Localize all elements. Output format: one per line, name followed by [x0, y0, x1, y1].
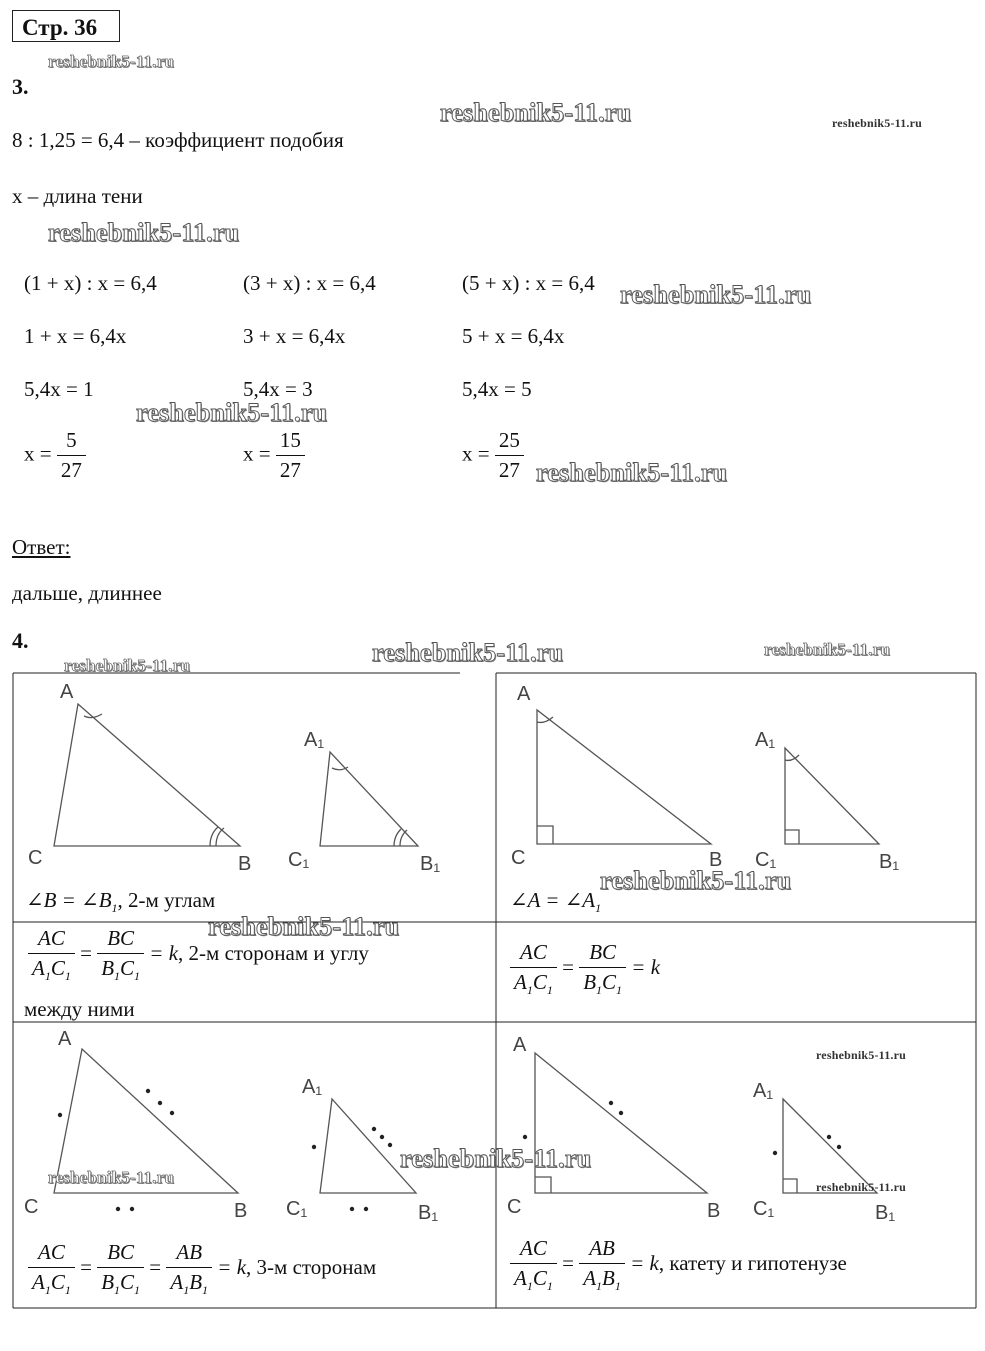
watermark: reshebnik5-11.ru: [136, 398, 328, 427]
vertex-a-label: A: [60, 681, 74, 703]
problem-3-line-2: x – длина тени: [12, 184, 143, 208]
angle-mark-a: [84, 714, 102, 718]
page-title-text: Стр. 36: [22, 15, 98, 40]
right-angle-mark-c: [537, 826, 553, 844]
vertex-c-label: C: [511, 847, 526, 869]
row-2-left-text-2: между ними: [24, 997, 135, 1021]
vertex-c1-label: C₁: [286, 1198, 308, 1220]
vertex-a-label: A: [517, 683, 531, 705]
vertex-b-label: B: [707, 1200, 721, 1222]
vertex-b-label: B: [238, 853, 252, 875]
watermark: reshebnik5-11.ru: [816, 1180, 906, 1194]
vertex-a-label: A: [58, 1028, 72, 1050]
watermark: reshebnik5-11.ru: [48, 218, 240, 247]
col2-equation-1: (3 + x) : x = 6,4: [243, 271, 376, 295]
watermark: reshebnik5-11.ru: [816, 1048, 906, 1062]
watermark: reshebnik5-11.ru: [764, 640, 891, 659]
vertex-c1-label: C₁: [753, 1198, 775, 1220]
watermark: reshebnik5-11.ru: [440, 98, 632, 127]
fraction: $\frac{25}{27}$: [495, 428, 524, 483]
vertex-b1-label: B₁: [420, 853, 441, 875]
watermark: reshebnik5-11.ru: [620, 280, 812, 309]
col3-equation-2: 5 + x = 6,4x: [462, 324, 565, 348]
watermark: reshebnik5-11.ru: [208, 912, 400, 941]
vertex-c1-label: C₁: [755, 849, 777, 871]
vertex-a-label: A: [513, 1034, 527, 1056]
col3-equation-3: 5,4x = 5: [462, 377, 532, 401]
triangle-a1b1c1: [320, 752, 418, 846]
vertex-a1-label: A₁: [753, 1080, 774, 1102]
triangles-two-angles: [14, 674, 494, 884]
col1-equation-3: 5,4x = 1: [24, 377, 94, 401]
col1-equation-2: 1 + x = 6,4x: [24, 324, 127, 348]
triangle-abc: [54, 704, 240, 846]
right-triangles-angle: [497, 674, 975, 884]
vertex-b-label: B: [234, 1200, 248, 1222]
vertex-c1-label: C₁: [288, 849, 310, 871]
watermark: reshebnik5-11.ru: [48, 52, 175, 71]
fraction: $\frac{15}{27}$: [276, 428, 305, 483]
watermark: reshebnik5-11.ru: [536, 458, 728, 487]
vertex-a1-label: A₁: [304, 729, 325, 751]
right-angle-mark-c1: [785, 830, 799, 844]
problem-3-line-1: 8 : 1,25 = 6,4 – коэффициент подобия: [12, 128, 344, 152]
row-3-left-formula: $\frac{AC}{A_1C_1}$ = $\frac{BC}{B_1C_1}$ = $\frac{AB}{A_1B_1}$ = k, 3-м сторонам: [28, 1240, 376, 1298]
vertex-b1-label: B₁: [875, 1202, 896, 1224]
problem-3-number: 3.: [12, 74, 29, 99]
triangles-three-sides: [14, 1023, 494, 1231]
right-angle-mark-c: [535, 1177, 551, 1193]
angle-mark-b-1: [210, 827, 218, 846]
vertex-a1-label: A₁: [755, 729, 776, 751]
watermark: reshebnik5-11.ru: [372, 638, 564, 667]
vertex-b-label: B: [709, 849, 723, 871]
cell-2-caption: ∠A = $\angle A_1$: [510, 888, 602, 916]
watermark: reshebnik5-11.ru: [48, 1168, 175, 1187]
col2-equation-2: 3 + x = 6,4x: [243, 324, 346, 348]
answer-label: Ответ:: [12, 535, 71, 559]
fraction: $\frac{5}{27}$: [57, 428, 86, 483]
right-triangle-abc: [537, 710, 711, 844]
cell-1-caption: ∠B = $\angle B_1$, 2-м углам: [26, 888, 216, 916]
right-angle-mark-c1: [783, 1179, 797, 1193]
col2-solution: x = $\frac{15}{27}$: [243, 428, 305, 483]
row-3-right-formula: $\frac{AC}{A_1C_1}$ = $\frac{AB}{A_1B_1}$ = k, катету и гипотенузе: [510, 1236, 847, 1294]
watermark: reshebnik5-11.ru: [600, 866, 792, 895]
watermark: reshebnik5-11.ru: [64, 656, 191, 675]
col3-solution: x = $\frac{25}{27}$: [462, 428, 524, 483]
vertex-c-label: C: [28, 847, 43, 869]
row-2-left-formula: $\frac{AC}{A_1C_1}$ = $\frac{BC}{B_1C_1}$ = k, 2-м сторонам и углу: [28, 926, 369, 984]
col2-equation-3: 5,4x = 3: [243, 377, 313, 401]
problem-4-number: 4.: [12, 628, 29, 653]
col1-solution: x = $\frac{5}{27}$: [24, 428, 86, 483]
col1-equation-1: (1 + x) : x = 6,4: [24, 271, 157, 295]
vertex-b1-label: B₁: [418, 1202, 439, 1224]
col3-equation-1: (5 + x) : x = 6,4: [462, 271, 595, 295]
vertex-b1-label: B₁: [879, 851, 900, 873]
answer-text: дальше, длиннее: [12, 581, 162, 605]
watermark: reshebnik5-11.ru: [832, 116, 922, 130]
row-2-right-formula: $\frac{AC}{A_1C_1}$ = $\frac{BC}{B_1C_1}$ = k: [510, 940, 660, 998]
vertex-a1-label: A₁: [302, 1076, 323, 1098]
vertex-c-label: C: [507, 1196, 522, 1218]
vertex-c-label: C: [24, 1196, 39, 1218]
watermark: reshebnik5-11.ru: [400, 1144, 592, 1173]
